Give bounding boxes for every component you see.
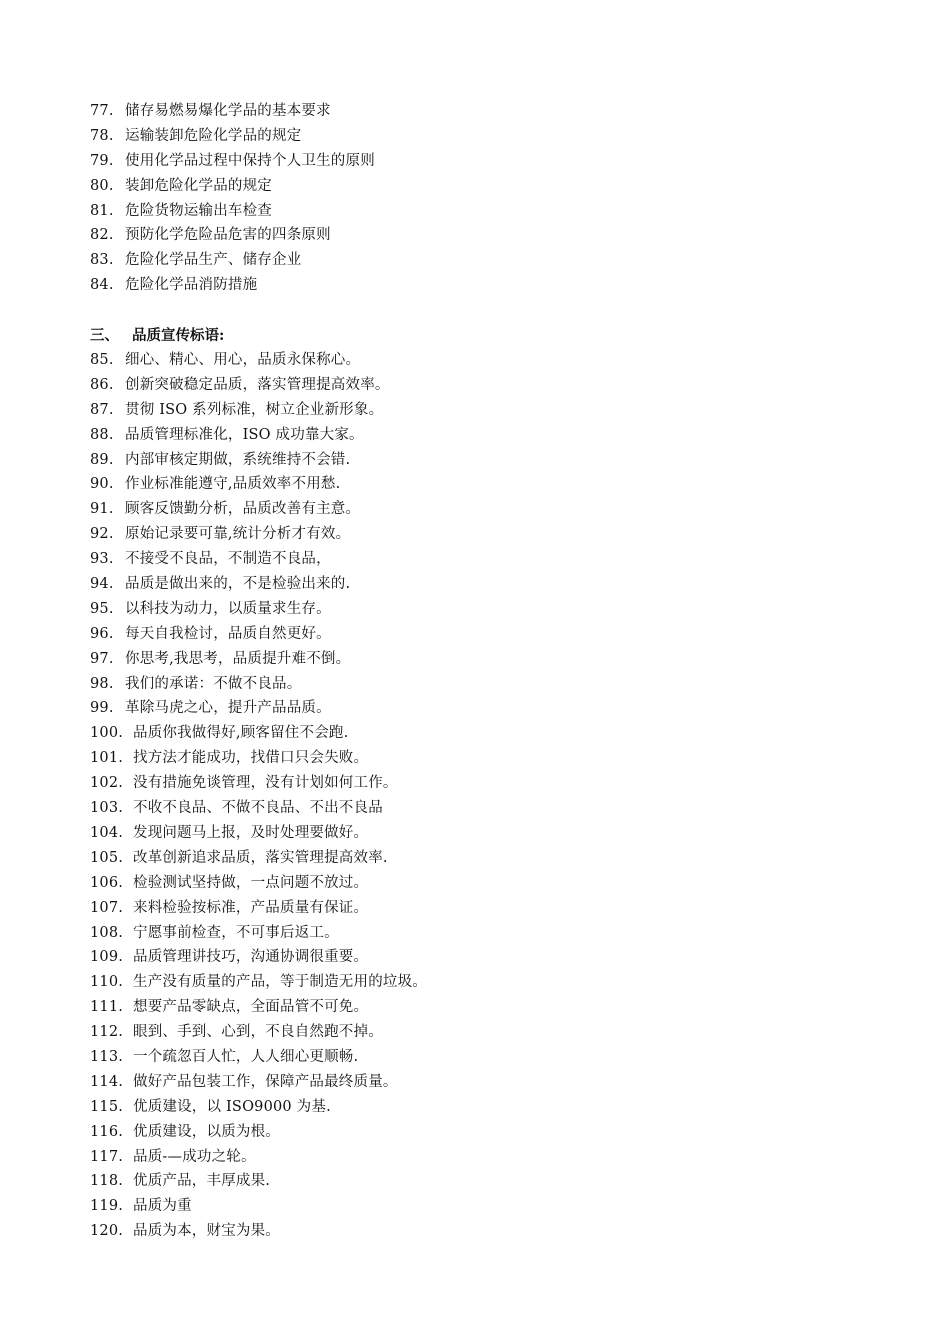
item-text: 找方法才能成功，找借口只会失败。 bbox=[133, 750, 369, 767]
item-text: 做好产品包装工作，保障产品最终质量。 bbox=[133, 1073, 398, 1090]
item-number: 86. bbox=[90, 376, 114, 393]
item-text: 装卸危险化学品的规定 bbox=[125, 177, 272, 194]
list-item bbox=[90, 99, 890, 124]
item-number: 80. bbox=[90, 177, 114, 194]
item-text: 贯彻 ISO 系列标准，树立企业新形象。 bbox=[125, 401, 384, 418]
list-item bbox=[90, 547, 890, 572]
list-item bbox=[90, 199, 890, 224]
list-item bbox=[90, 945, 890, 970]
list-item bbox=[90, 696, 890, 721]
item-number: 119. bbox=[90, 1198, 124, 1215]
item-text: 一个疏忽百人忙，人人细心更顺畅. bbox=[133, 1048, 359, 1065]
item-text: 储存易燃易爆化学品的基本要求 bbox=[125, 103, 331, 119]
list-item bbox=[90, 1020, 890, 1045]
item-text: 内部审核定期做，系统维持不会错. bbox=[125, 451, 351, 468]
list-item bbox=[90, 1045, 890, 1070]
list-item bbox=[90, 921, 890, 946]
item-number: 84. bbox=[90, 277, 114, 294]
item-text: 品质-—成功之轮。 bbox=[133, 1148, 256, 1165]
item-number: 102. bbox=[90, 775, 124, 792]
list-item bbox=[90, 373, 890, 398]
list-item bbox=[90, 846, 890, 871]
item-number: 81. bbox=[90, 202, 114, 219]
list-item bbox=[90, 1169, 890, 1194]
list-item bbox=[90, 174, 890, 199]
item-number: 101. bbox=[90, 750, 124, 767]
item-text: 来料检验按标准，产品质量有保证。 bbox=[133, 899, 369, 916]
item-text: 以科技为动力，以质量求生存。 bbox=[125, 600, 331, 617]
item-number: 120. bbox=[90, 1223, 124, 1240]
item-text: 品质为本，财宝为果。 bbox=[133, 1223, 280, 1240]
item-text: 细心、精心、用心，品质永保称心。 bbox=[125, 352, 361, 369]
item-text: 品质是做出来的，不是检验出来的. bbox=[125, 576, 351, 593]
item-number: 118. bbox=[90, 1173, 124, 1190]
item-number: 85. bbox=[90, 352, 114, 369]
item-text: 预防化学危险品危害的四条原则 bbox=[125, 227, 331, 244]
hazardous-chemicals-list bbox=[90, 99, 890, 298]
item-text: 运输装卸危险化学品的规定 bbox=[125, 127, 302, 144]
list-item bbox=[90, 1120, 890, 1145]
item-number: 90. bbox=[90, 476, 114, 493]
item-number: 94. bbox=[90, 576, 114, 593]
list-item bbox=[90, 672, 890, 697]
item-number: 82. bbox=[90, 227, 114, 244]
item-text: 危险货物运输出车检查 bbox=[125, 202, 272, 219]
list-item bbox=[90, 647, 890, 672]
item-text: 顾客反馈勤分析，品质改善有主意。 bbox=[125, 501, 361, 518]
list-item bbox=[90, 1194, 890, 1219]
item-number: 92. bbox=[90, 526, 114, 543]
item-number: 108. bbox=[90, 924, 124, 941]
list-item bbox=[90, 871, 890, 896]
list-item bbox=[90, 472, 890, 497]
item-text: 我们的承诺：不做不良品。 bbox=[125, 675, 302, 692]
list-item bbox=[90, 1219, 890, 1244]
item-text: 创新突破稳定品质，落实管理提高效率。 bbox=[125, 376, 390, 393]
list-item bbox=[90, 448, 890, 473]
item-text: 品质管理讲技巧，沟通协调很重要。 bbox=[133, 949, 369, 966]
list-item bbox=[90, 248, 890, 273]
list-item bbox=[90, 771, 890, 796]
item-text: 宁愿事前检查，不可事后返工。 bbox=[133, 924, 339, 941]
item-number: 114. bbox=[90, 1073, 124, 1090]
item-text: 想要产品零缺点，全面品管不可免。 bbox=[133, 999, 369, 1016]
item-number: 88. bbox=[90, 426, 114, 443]
item-text: 危险化学品消防措施 bbox=[125, 277, 258, 294]
document-page bbox=[90, 99, 890, 1244]
item-text: 原始记录要可靠,统计分析才有效。 bbox=[125, 526, 351, 543]
item-number: 109. bbox=[90, 949, 124, 966]
item-text: 生产没有质量的产品，等于制造无用的垃圾。 bbox=[133, 974, 427, 991]
list-item bbox=[90, 821, 890, 846]
item-number: 104. bbox=[90, 824, 124, 841]
item-text: 品质管理标准化，ISO 成功靠大家。 bbox=[125, 426, 364, 443]
item-text: 革除马虎之心，提升产品品质。 bbox=[125, 700, 331, 717]
item-number: 91. bbox=[90, 501, 114, 518]
item-text: 作业标准能遵守,品质效率不用愁. bbox=[125, 476, 341, 493]
list-item bbox=[90, 622, 890, 647]
item-number: 110. bbox=[90, 974, 124, 991]
section-spacer bbox=[90, 298, 890, 323]
item-number: 79. bbox=[90, 152, 114, 169]
item-number: 78. bbox=[90, 127, 114, 144]
list-item bbox=[90, 746, 890, 771]
item-number: 87. bbox=[90, 401, 114, 418]
list-item bbox=[90, 522, 890, 547]
item-text: 不收不良品、不做不良品、不出不良品 bbox=[133, 800, 383, 817]
item-number: 112. bbox=[90, 1024, 124, 1041]
item-text: 危险化学品生产、储存企业 bbox=[125, 252, 302, 269]
item-number: 116. bbox=[90, 1123, 124, 1140]
item-text: 优质建设，以质为根。 bbox=[133, 1123, 280, 1140]
item-text: 优质建设，以 ISO9000 为基. bbox=[133, 1098, 331, 1115]
list-item bbox=[90, 423, 890, 448]
list-item bbox=[90, 398, 890, 423]
list-item bbox=[90, 796, 890, 821]
item-text: 你思考,我思考，品质提升难不倒。 bbox=[125, 650, 351, 667]
item-number: 99. bbox=[90, 700, 114, 717]
list-item bbox=[90, 497, 890, 522]
item-text: 发现问题马上报，及时处理要做好。 bbox=[133, 824, 369, 841]
item-text: 检验测试坚持做，一点问题不放过。 bbox=[133, 874, 369, 891]
item-text: 不接受不良品，不制造不良品， bbox=[125, 551, 331, 568]
list-item bbox=[90, 1070, 890, 1095]
item-text: 眼到、手到、心到，不良自然跑不掉。 bbox=[133, 1024, 383, 1041]
item-number: 95. bbox=[90, 600, 114, 617]
item-number: 98. bbox=[90, 675, 114, 692]
item-text: 每天自我检讨，品质自然更好。 bbox=[125, 625, 331, 642]
section-number: 三、 bbox=[90, 327, 119, 345]
list-item bbox=[90, 721, 890, 746]
item-number: 100. bbox=[90, 725, 124, 742]
item-number: 96. bbox=[90, 625, 114, 642]
list-item bbox=[90, 970, 890, 995]
item-number: 77. bbox=[90, 103, 114, 119]
list-item bbox=[90, 1095, 890, 1120]
list-item bbox=[90, 995, 890, 1020]
item-number: 97. bbox=[90, 650, 114, 667]
section-heading bbox=[90, 323, 890, 348]
item-text: 品质为重 bbox=[133, 1198, 192, 1215]
list-item bbox=[90, 124, 890, 149]
list-item bbox=[90, 896, 890, 921]
item-number: 111. bbox=[90, 999, 124, 1016]
item-number: 83. bbox=[90, 252, 114, 269]
item-number: 107. bbox=[90, 899, 124, 916]
list-item bbox=[90, 1145, 890, 1170]
item-text: 优质产品，丰厚成果. bbox=[133, 1173, 271, 1190]
item-number: 93. bbox=[90, 551, 114, 568]
list-item bbox=[90, 223, 890, 248]
item-number: 103. bbox=[90, 800, 124, 817]
item-number: 115. bbox=[90, 1098, 124, 1115]
list-item bbox=[90, 273, 890, 298]
list-item bbox=[90, 149, 890, 174]
item-text: 使用化学品过程中保持个人卫生的原则 bbox=[125, 152, 375, 169]
item-number: 113. bbox=[90, 1048, 124, 1065]
item-number: 89. bbox=[90, 451, 114, 468]
item-text: 没有措施免谈管理，没有计划如何工作。 bbox=[133, 775, 398, 792]
item-number: 117. bbox=[90, 1148, 124, 1165]
list-item bbox=[90, 572, 890, 597]
quality-slogans-list bbox=[90, 348, 890, 1244]
item-text: 品质你我做得好,顾客留住不会跑. bbox=[133, 725, 349, 742]
item-number: 106. bbox=[90, 874, 124, 891]
item-text: 改革创新追求品质，落实管理提高效率. bbox=[133, 849, 388, 866]
item-number: 105. bbox=[90, 849, 124, 866]
list-item bbox=[90, 348, 890, 373]
list-item bbox=[90, 597, 890, 622]
section-title-text: 品质宣传标语: bbox=[132, 327, 225, 345]
